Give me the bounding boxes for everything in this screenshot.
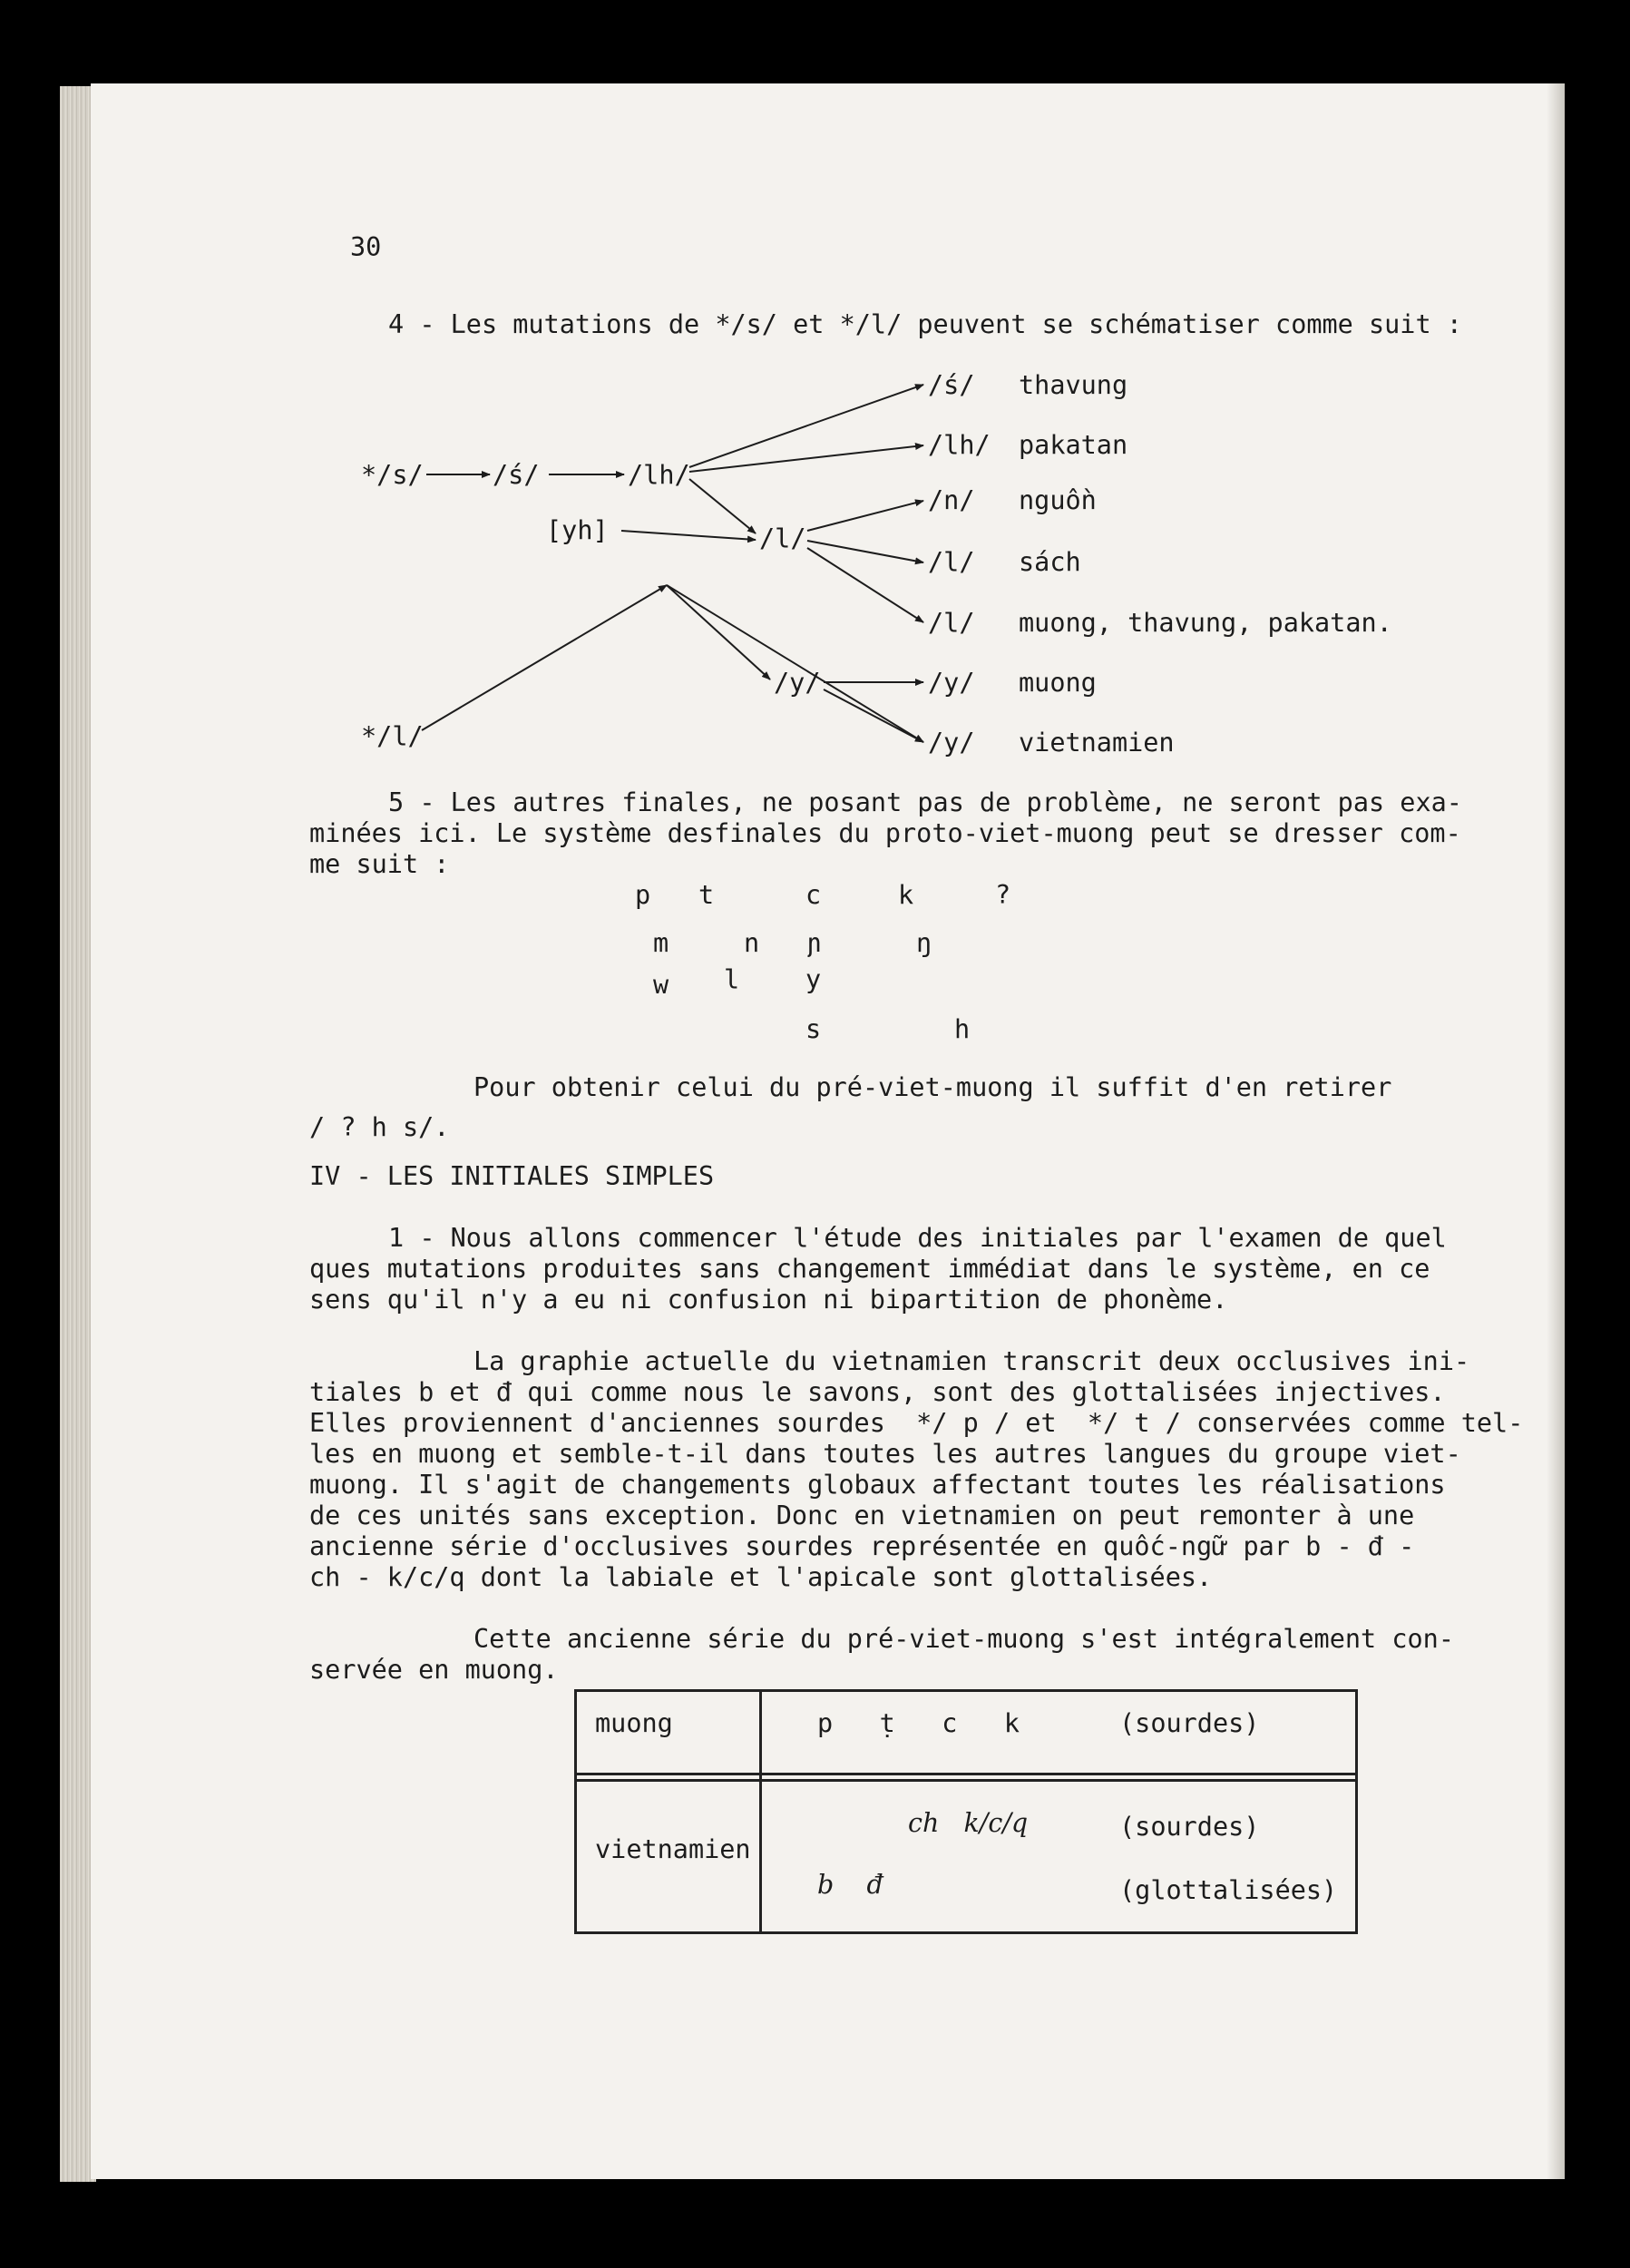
arrow-l-start-up [422,585,667,730]
table-vietnamien-note-a: (sourdes) [1119,1812,1260,1842]
section-5-conclusion: / ? h s/. [309,1112,450,1142]
table-muong-note: (sourdes) [1119,1708,1260,1738]
paragraph-line: tiales b et đ qui comme nous le savons, sont des glottalisées injectives. [309,1377,1446,1407]
paragraph-line: ch - k/c/q dont la labiale et l'apicale sont glottalisées. [309,1562,1213,1592]
final-symbol: t [698,880,715,910]
final-symbol: w [653,970,669,1000]
table-row-label-vietnamien: vietnamien [595,1834,751,1864]
output-phoneme: /lh/ [928,430,991,460]
table-vietnamien-values-a: ch k/c/q [908,1808,1029,1838]
table-muong-values: p ṭ c k [817,1708,1020,1738]
node-l-mid: /l/ [759,523,806,553]
output-language: nguồn [1019,485,1097,515]
arrow-to-y-mid [667,585,770,679]
paragraph-line: sens qu'il n'y a eu ni confusion ni bipartition de phonème. [309,1285,1228,1315]
final-symbol: ŋ [916,928,932,958]
paragraph-line: La graphie actuelle du vietnamien transcrit deux occlusives ini- [473,1346,1470,1376]
paragraph-line: les en muong et semble-t-il dans toutes les autres langues du groupe viet- [309,1439,1461,1469]
output-phoneme: /y/ [928,728,975,758]
table-divider [577,1779,1355,1782]
output-phoneme: /l/ [928,608,975,638]
section-5-line: 5 - Les autres finales, ne posant pas de problème, ne seront pas exa- [388,787,1462,817]
final-symbol: p [635,880,651,910]
output-phoneme: /ś/ [928,370,975,400]
table-row-label-muong: muong [595,1708,673,1738]
output-language: pakatan [1019,430,1128,460]
section-4-intro: 4 - Les mutations de */s/ et */l/ peuvent se schématiser comme suit : [388,309,1462,339]
final-symbol: m [653,928,669,958]
arrow-l-to-n-nguon [807,501,923,531]
section-5-conclusion: Pour obtenir celui du pré-viet-muong il suffit d'en retirer [473,1072,1392,1102]
final-symbol: ? [995,880,1011,910]
paragraph-line: de ces unités sans exception. Donc en vietnamien on peut remonter à une [309,1501,1415,1530]
output-language: thavung [1019,370,1128,400]
node-l-start: */l/ [361,721,424,751]
correspondence-table [574,1689,1358,1934]
paragraph-line: Cette ancienne série du pré-viet-muong s'est intégralement con- [473,1624,1454,1654]
arrow-y-to-y-vietnamien [824,689,923,742]
final-symbol: k [898,880,914,910]
arrow-cross-to-vietnamien [667,585,923,742]
final-symbol: s [805,1014,822,1044]
paragraph-line: servée en muong. [309,1655,559,1685]
final-symbol: l [724,964,740,994]
section-5-line: me suit : [309,849,450,879]
paragraph-line: ancienne série d'occlusives sourdes représentée en quốc-ngữ par b - đ - [309,1531,1415,1561]
output-language: muong, thavung, pakatan. [1019,608,1392,638]
arrow-lh-to-l-mid [689,479,756,533]
table-column-divider [759,1692,762,1931]
arrow-lh-to-s-palatal-thavung [689,385,923,467]
node-y-mid: /y/ [774,668,821,698]
output-language: sách [1019,547,1081,577]
node-lh: /lh/ [628,460,690,490]
final-symbol: n [744,928,760,958]
node-s-start: */s/ [361,460,424,490]
section-heading: IV - LES INITIALES SIMPLES [309,1161,715,1191]
section-5-line: minées ici. Le système desfinales du proto-viet-muong peut se dresser com- [309,818,1461,848]
output-phoneme: /l/ [928,547,975,577]
paragraph-line: muong. Il s'agit de changements globaux affectant toutes les réalisations [309,1470,1446,1500]
table-vietnamien-note-b: (glottalisées) [1119,1875,1338,1905]
output-phoneme: /y/ [928,668,975,698]
table-divider [577,1773,1355,1775]
output-phoneme: /n/ [928,485,975,515]
paragraph-line: 1 - Nous allons commencer l'étude des initiales par l'examen de quel [388,1223,1447,1253]
arrow-yh-to-l-mid [621,531,756,540]
paragraph-line: ques mutations produites sans changement immédiat dans le système, en ce [309,1254,1430,1284]
final-symbol: y [805,964,822,994]
final-symbol: ɲ [805,928,822,958]
output-language: muong [1019,668,1097,698]
output-language: vietnamien [1019,728,1175,758]
final-symbol: c [805,880,822,910]
final-symbol: h [954,1014,971,1044]
node-yh: [yh] [546,515,609,545]
page-number: 30 [350,232,382,262]
paragraph-line: Elles proviennent d'anciennes sourdes */ p / et */ t / conservées comme tel- [309,1408,1524,1438]
node-s-palatal: /ś/ [493,460,540,490]
table-vietnamien-values-b: b đ [817,1870,883,1900]
arrow-lh-to-lh-pakatan [689,445,923,472]
